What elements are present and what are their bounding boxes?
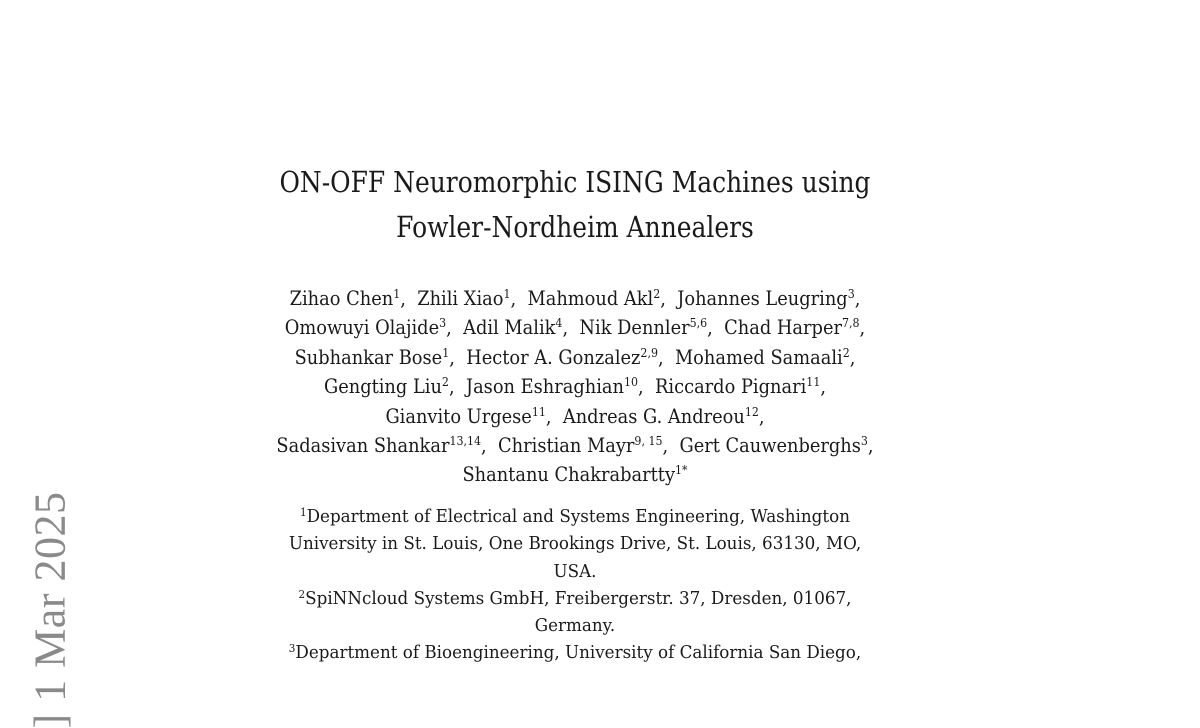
author-line bbox=[241, 372, 909, 401]
affiliation-line: $^1$Department of Electrical and Systems Engineering, Washington bbox=[300, 505, 850, 527]
author: Chad Harper$^{7,8}$, bbox=[724, 315, 866, 340]
author: Nik Dennler$^{5,6}$, bbox=[579, 315, 713, 340]
paper-first-page bbox=[200, 0, 950, 664]
affiliation-number: 3 bbox=[288, 642, 296, 656]
author: Omowuyi Olajide$^3$, bbox=[284, 315, 452, 340]
affiliation-line: USA. bbox=[553, 560, 597, 582]
author-line bbox=[241, 460, 909, 489]
author: Mohamed Samaali$^2$, bbox=[674, 344, 856, 369]
author: Shantanu Chakrabartty$^{1*}$ bbox=[462, 462, 688, 487]
affiliation-number: 2 bbox=[298, 587, 306, 601]
author-line bbox=[241, 284, 909, 313]
affiliation-list bbox=[226, 503, 924, 667]
author: Jason Eshraghian$^{10}$, bbox=[465, 374, 644, 399]
author: Zhili Xiao$^1$, bbox=[417, 286, 517, 310]
affiliation-line: Germany. bbox=[534, 615, 616, 637]
author: Adil Malik$^4$, bbox=[463, 315, 569, 340]
author-line bbox=[241, 431, 909, 460]
arxiv-sidebar-stamp bbox=[22, 0, 78, 728]
author: Gert Cauwenberghs$^3$, bbox=[679, 433, 874, 458]
author: Sadasivan Shankar$^{13,14}$, bbox=[276, 433, 487, 458]
title-line-1: ON-OFF Neuromorphic ISING Machines using bbox=[279, 165, 871, 199]
affiliation-line: University in St. Louis, One Brookings Drive, St. Louis, 63130, MO, bbox=[288, 533, 862, 555]
author: Johannes Leugring$^3$, bbox=[677, 286, 861, 310]
author-line bbox=[241, 343, 909, 372]
affiliation-line: $^3$Department of Bioengineering, University of California San Diego, bbox=[288, 642, 862, 664]
title-line-2: Fowler-Nordheim Annealers bbox=[396, 210, 754, 244]
author: Subhankar Bose$^1$, bbox=[294, 344, 455, 369]
author-line bbox=[241, 313, 909, 342]
author-line bbox=[241, 402, 909, 431]
affiliation-number: 1 bbox=[300, 505, 307, 519]
affiliation-line: $^2$SpiNNcloud Systems GmbH, Freibergerstr. 37, Dresden, 01067, bbox=[298, 587, 852, 609]
author: Mahmoud Akl$^2$, bbox=[527, 286, 666, 310]
author: Gianvito Urgese$^{11}$, bbox=[385, 403, 552, 428]
author: Hector A. Gonzalez$^{2,9}$, bbox=[466, 344, 664, 369]
paper-title bbox=[253, 160, 898, 250]
author: Andreas G. Andreou$^{12}$, bbox=[562, 403, 765, 428]
author: Zihao Chen$^1$, bbox=[289, 286, 406, 310]
author-list bbox=[241, 284, 909, 490]
author: Gengting Liu$^2$, bbox=[323, 374, 455, 399]
arxiv-stamp-text: ] 1 Mar 2025 bbox=[25, 491, 75, 728]
author: Christian Mayr$^{9, 15}$, bbox=[498, 433, 669, 458]
author: Riccardo Pignari$^{11}$, bbox=[655, 374, 827, 399]
